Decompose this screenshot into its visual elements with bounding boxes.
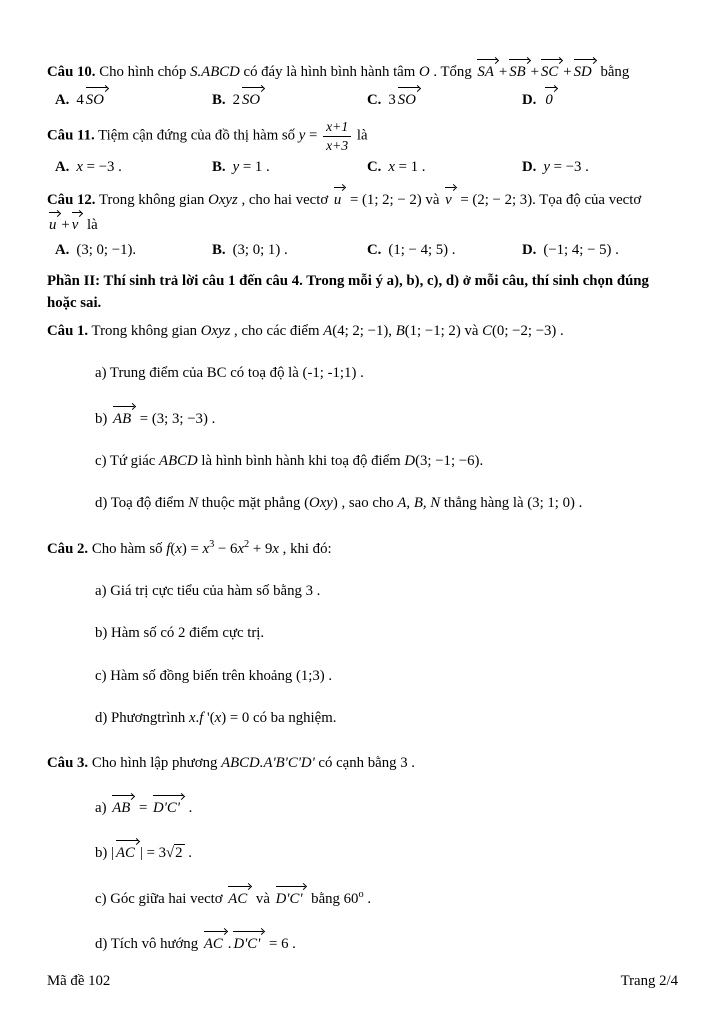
answer-choices [47,156,678,180]
vector-symbol: SO [241,86,264,113]
question: Câu 11. Tiệm cận đứng của đồ thị hàm số y = $\frac{x+1}{x+3}$ là [47,118,368,153]
statement-item: a) AB = D'C' . [95,794,678,819]
choice-letter: D. [522,92,537,109]
vector-symbol: u [48,211,60,236]
statement-item: b) Hàm số có 2 điểm cực trị. [95,625,265,642]
document-content [47,58,678,961]
statement-item: c) Hàm số đồng biến trên khoảng (1;3) . [95,667,333,684]
vector-symbol: AC [203,930,227,955]
choice-letter: A. [55,242,70,259]
answer-choice: C. (1; − 4; 5) . [367,242,456,259]
answer-choice: B. 2 SO [212,86,367,113]
square-root: √2 [166,845,183,862]
vector-symbol: SA [476,58,497,83]
answer-choice: C. x = 1 . [367,159,426,176]
answer-choice [522,86,678,113]
vector-symbol: SC [540,58,562,83]
question-label: Câu 10. [47,64,96,80]
answer-choice: D. y = −3 . [522,159,589,176]
choice-letter: A. [55,92,70,109]
answer-choice: A. x = −3 . [55,159,122,176]
exam-code: Mã đề 102 [47,973,111,989]
choice-letter: B. [212,92,226,109]
vector-symbol: v [71,211,83,236]
question: Câu 10. Cho hình chóp S.ABCD có đáy là hình bình hành tâm O . Tổng SA + SB + SC + SD bằng [47,58,678,83]
question: Câu 2. Cho hàm số $f(x) = x^3 - 6x^2 + 9x$ , khi đó: [47,539,332,558]
vector-symbol: v [444,186,456,211]
statement-item: a) Trung điểm của BC có toạ độ là (-1; -1;1) . [95,365,364,382]
statement-item: b) AB = (3; 3; −3) . [95,405,678,430]
page-number: Trang 2/4 [620,973,678,989]
answer-choices [47,86,678,113]
statement-item: d) Phươngtrình x.f '(x) = 0 có ba nghiệm. [95,709,337,726]
vector-symbol: D'C' [152,794,184,819]
choice-letter: B. [212,159,226,176]
choice-letter: A. [55,159,70,176]
vector-symbol: AB [112,405,135,430]
question-label: Câu 3. [47,755,89,772]
answer-choice: A. 4 SO [55,86,212,113]
statement-item: c) Góc giữa hai vectơ AC và D'C' bằng 60$^o$ . [95,885,678,910]
vector-symbol: u [333,186,345,211]
vector-symbol: AC [227,885,251,910]
section-header: Phần II: Thí sinh trả lời câu 1 đến câu 4. Trong mỗi ý a), b), c), d) ở mỗi câu, thí sinh chọn đúng hoặc sai. [47,272,649,312]
vector-symbol: D'C' [232,930,264,955]
vector-symbol: SO [397,86,420,113]
statement-item: a) Giá trị cực tiểu của hàm số bằng 3 . [95,583,321,600]
statement-item: d) Toạ độ điểm N thuộc mặt phẳng (Oxy) , sao cho A, B, N thẳng hàng là (3; 1; 0) . [95,494,583,511]
vector-symbol: AC [115,839,139,864]
question-label: Câu 1. [47,323,89,340]
question: Câu 12. Trong không gian Oxyz , cho hai vectơ u = (1; 2; − 2) và v = (2; − 2; 3). Tọa độ của vectơ u + v là [47,186,678,236]
question: Câu 3. Cho hình lập phương ABCD.A'B'C'D' có cạnh bằng 3 . [47,755,415,772]
vector-symbol: 0 [544,86,556,113]
vector-symbol: AB [111,794,134,819]
choice-letter: C. [367,242,382,259]
choice-letter: D. [522,159,537,176]
statement-item: b) | AC | = 3√2 . [95,839,678,864]
vector-symbol: SB [508,58,529,83]
answer-choice: A. (3; 0; −1). [55,242,137,259]
choice-letter: D. [522,242,537,259]
question-label: Câu 12. [47,191,96,208]
statement-item: c) Tứ giác ABCD là hình bình hành khi toạ độ điểm D(3; −1; −6). [95,452,484,469]
question: Câu 1. Trong không gian Oxyz , cho các điểm A(4; 2; −1), B(1; −1; 2) và C(0; −2; −3) . [47,323,564,340]
answer-choice: B. (3; 0; 1) . [212,242,288,259]
fraction: $\frac{x+1}{x+3}$ [323,119,351,153]
answer-choice: B. y = 1 . [212,159,270,176]
choice-letter: B. [212,242,226,259]
question-label: Câu 11. [47,127,95,144]
answer-choices [47,239,678,263]
choice-letter: C. [367,159,382,176]
vector-symbol: SO [85,86,108,113]
vector-symbol: D'C' [275,885,307,910]
question-label: Câu 2. [47,541,89,558]
vector-symbol: SD [573,58,596,83]
statement-item: d) Tích vô hướng AC . D'C' = 6 . [95,930,678,955]
answer-choice: C. 3 SO [367,86,522,113]
choice-letter: C. [367,92,382,109]
answer-choice: D. (−1; 4; − 5) . [522,242,619,259]
page-footer [47,961,678,990]
